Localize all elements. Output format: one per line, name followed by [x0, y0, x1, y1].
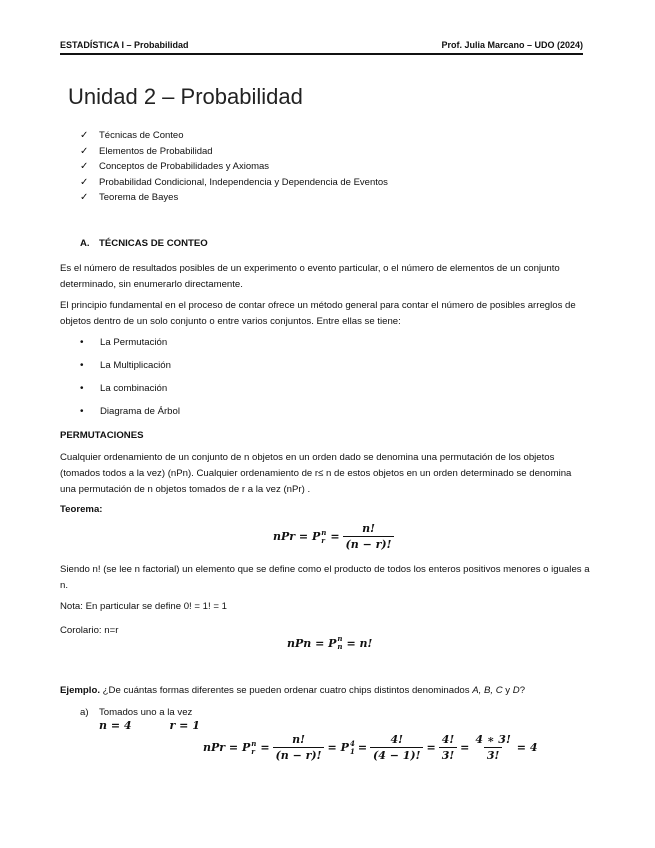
formula-corollary: nPn = P n n = n!	[287, 634, 373, 651]
page-header	[60, 40, 583, 50]
example-values: n = 4 r = 1	[99, 719, 200, 732]
formula-permutation: nPr = P n r = $\frac{n!}{(n - r)!}$	[273, 522, 397, 551]
list-item: • Diagrama de Árbol	[80, 406, 180, 417]
fraction: $\frac{4 ∗ 3!}{3!}$	[475, 733, 511, 762]
header-rule	[60, 53, 583, 55]
bullet-icon: •	[80, 337, 84, 348]
check-icon: ✓	[80, 161, 89, 173]
check-icon: ✓	[80, 192, 89, 204]
list-item: • La Permutación	[80, 337, 168, 348]
formula-example: nPr = P n r = $\frac{n!}{(n - r)!}$ = P 4 1 = $\frac{4!}{(4 - 1)!}$ = $\frac{4!}{3!}$ = $\frac{4 ∗ 3!}{3!}$ = 4	[203, 733, 538, 762]
paragraph-permutation: Cualquier ordenamiento de un conjunto de n objetos en un orden dado se denomina una permutación de los objetos (tomados todos a la vez) (nPn). Cualquier ordenamiento de r≤ n de estos objetos en un orden determinado se denomina una permutación de n objetos tomados de r a la vez (nPr) .	[60, 452, 572, 495]
fraction: $\frac{n!}{(n - r)!}$	[343, 522, 395, 551]
paragraph-factorial: Siendo n! (se lee n factorial) un elemento que se define como el producto de todos los enteros positivos menores o iguales a n.	[60, 564, 590, 591]
check-icon: ✓	[80, 145, 89, 157]
bullet-icon: •	[80, 383, 84, 394]
example-case: a) Tomados uno a la vez	[80, 707, 193, 718]
paragraph-definition: Es el número de resultados posibles de un experimento o evento particular, o el número de elementos de un conjunto determinado, sin enumerarlo directamente.	[60, 263, 560, 290]
topic-checklist	[80, 128, 388, 206]
fraction: $\frac{n!}{(n - r)!}$	[273, 733, 325, 762]
technique-list	[80, 331, 180, 423]
teorema-label: Teorema:	[60, 504, 103, 515]
list-item: ✓ Teorema de Bayes	[80, 192, 179, 204]
page-title: Unidad 2 – Probabilidad	[68, 84, 303, 109]
fraction: $\frac{4!}{(4 - 1)!}$	[370, 733, 423, 762]
example-question: Ejemplo. ¿De cuántas formas diferentes se pueden ordenar cuatro chips distintos denominados A, B, C y D?	[60, 685, 526, 696]
header-course: ESTADÍSTICA I – Probabilidad	[60, 40, 189, 50]
check-icon: ✓	[80, 176, 89, 188]
paragraph-principle: El principio fundamental en el proceso de contar ofrece un método general para contar el número de posibles arreglos de objetos dentro de un solo conjunto o entre varios conjuntos. Entre ellas se tiene:	[60, 300, 576, 327]
list-item: ✓ Técnicas de Conteo	[80, 130, 184, 142]
bullet-icon: •	[80, 360, 84, 371]
list-item: • La Multiplicación	[80, 360, 171, 371]
section-heading-permutaciones: PERMUTACIONES	[60, 430, 144, 441]
list-item: • La combinación	[80, 383, 168, 394]
list-item: ✓ Probabilidad Condicional, Independencia y Dependencia de Eventos	[80, 176, 388, 188]
bullet-icon: •	[80, 406, 84, 417]
corollary-label: Corolario: n=r	[60, 625, 119, 636]
check-icon: ✓	[80, 130, 89, 142]
note-zero-factorial: Nota: En particular se define 0! = 1! = 1	[60, 601, 227, 612]
section-heading: A. TÉCNICAS DE CONTEO	[80, 238, 208, 249]
fraction: $\frac{4!}{3!}$	[439, 733, 457, 762]
header-professor: Prof. Julia Marcano – UDO (2024)	[441, 40, 583, 50]
list-item: ✓ Elementos de Probabilidad	[80, 145, 213, 157]
list-item: ✓ Conceptos de Probabilidades y Axiomas	[80, 161, 270, 173]
